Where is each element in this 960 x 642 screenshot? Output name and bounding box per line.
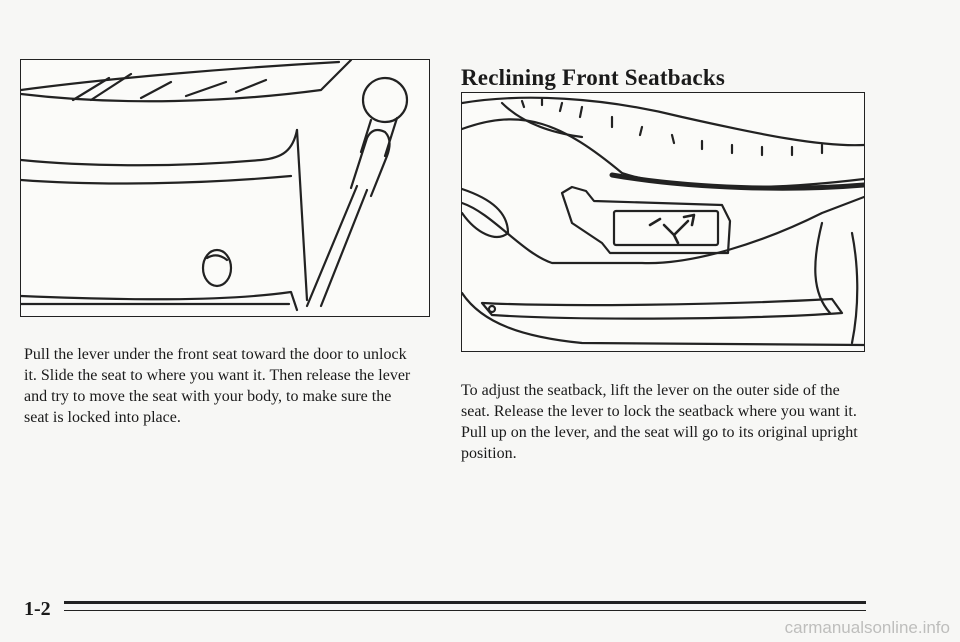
page-number: 1-2 <box>24 598 51 620</box>
section-heading: Reclining Front Seatbacks <box>461 65 725 91</box>
recline-lever-drawing <box>462 93 864 351</box>
seat-lever-drawing <box>21 60 429 316</box>
footer-rule-thin <box>64 610 866 611</box>
seatback-lever-illustration <box>461 92 865 352</box>
footer-rule <box>64 601 866 604</box>
seat-adjuster-illustration <box>20 59 430 317</box>
bottom-watermark: carmanualsonline.info <box>784 618 950 637</box>
seat-adjuster-instructions: Pull the lever under the front seat toward the door to unlock it. Slide the seat to where you want it. Then release the lever and try to move the seat with your body, to make sure the seat is locked into place. <box>24 346 411 426</box>
seatback-instructions: To adjust the seatback, lift the lever on the outer side of the seat. Release the lever to lock the seatback where you want it. Pull up on the lever, and the seat will go to its original upright position. <box>461 382 858 462</box>
